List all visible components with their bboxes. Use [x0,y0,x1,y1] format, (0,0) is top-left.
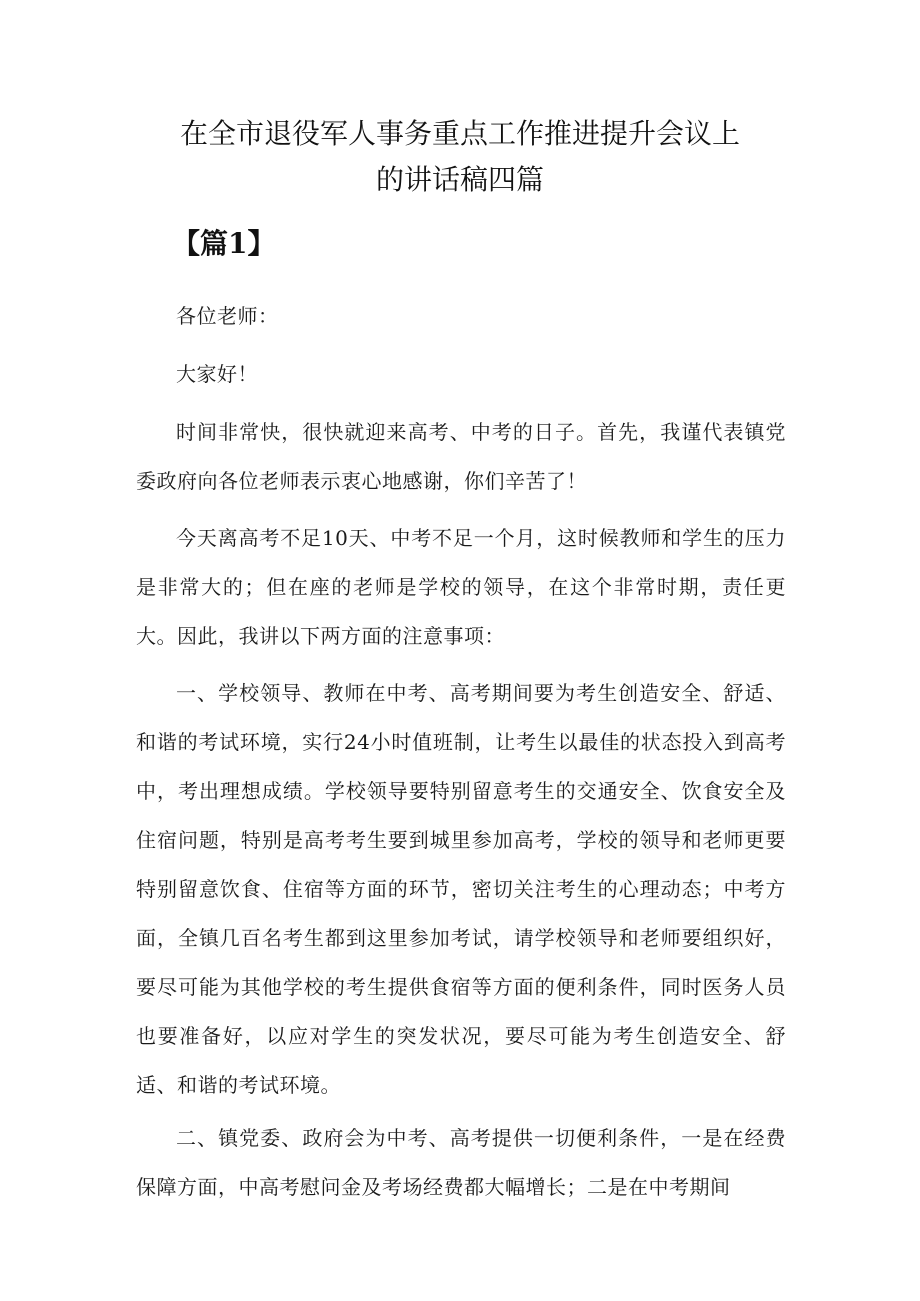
paragraph-point-one: 一、学校领导、教师在中考、高考期间要为考生创造安全、舒适、和谐的考试环境，实行24小时值班制，让考生以最佳的状态投入到高考中，考出理想成绩。学校领导要特别留意考生的交通安全、饮食安全及住宿问题，特别是高考考生要到城里参加高考，学校的领导和老师更要特别留意饮食、住宿等方面的环节，密切关注考生的心理动态；中考方面，全镇几百名考生都到这里参加考试，请学校领导和老师要组织好，要尽可能为其他学校的考生提供食宿等方面的便利条件，同时医务人员也要准备好，以应对学生的突发状况，要尽可能为考生创造安全、舒适、和谐的考试环境。 [136,681,786,1097]
paragraph-thanks: 时间非常快，很快就迎来高考、中考的日子。首先，我谨代表镇党委政府向各位老师表示衷心地感谢，你们辛苦了！ [136,420,786,493]
paragraph-point-two: 二、镇党委、政府会为中考、高考提供一切便利条件，一是在经费保障方面，中高考慰问金及考场经费都大幅增长；二是在中考期间 [136,1126,786,1199]
paragraph-salutation: 各位老师： [176,304,279,328]
paragraph-greeting: 大家好！ [176,362,258,386]
section-heading: 【篇1】 [172,227,276,260]
document-title-line-2: 的讲话稿四篇 [375,163,544,196]
paragraph-context: 今天离高考不足10天、中考不足一个月，这时候教师和学生的压力是非常大的；但在座的老师是学校的领导，在这个非常时期，责任更大。因此，我讲以下两方面的注意事项： [136,526,786,648]
document-title-line-1: 在全市退役军人事务重点工作推进提升会议上 [179,117,740,150]
